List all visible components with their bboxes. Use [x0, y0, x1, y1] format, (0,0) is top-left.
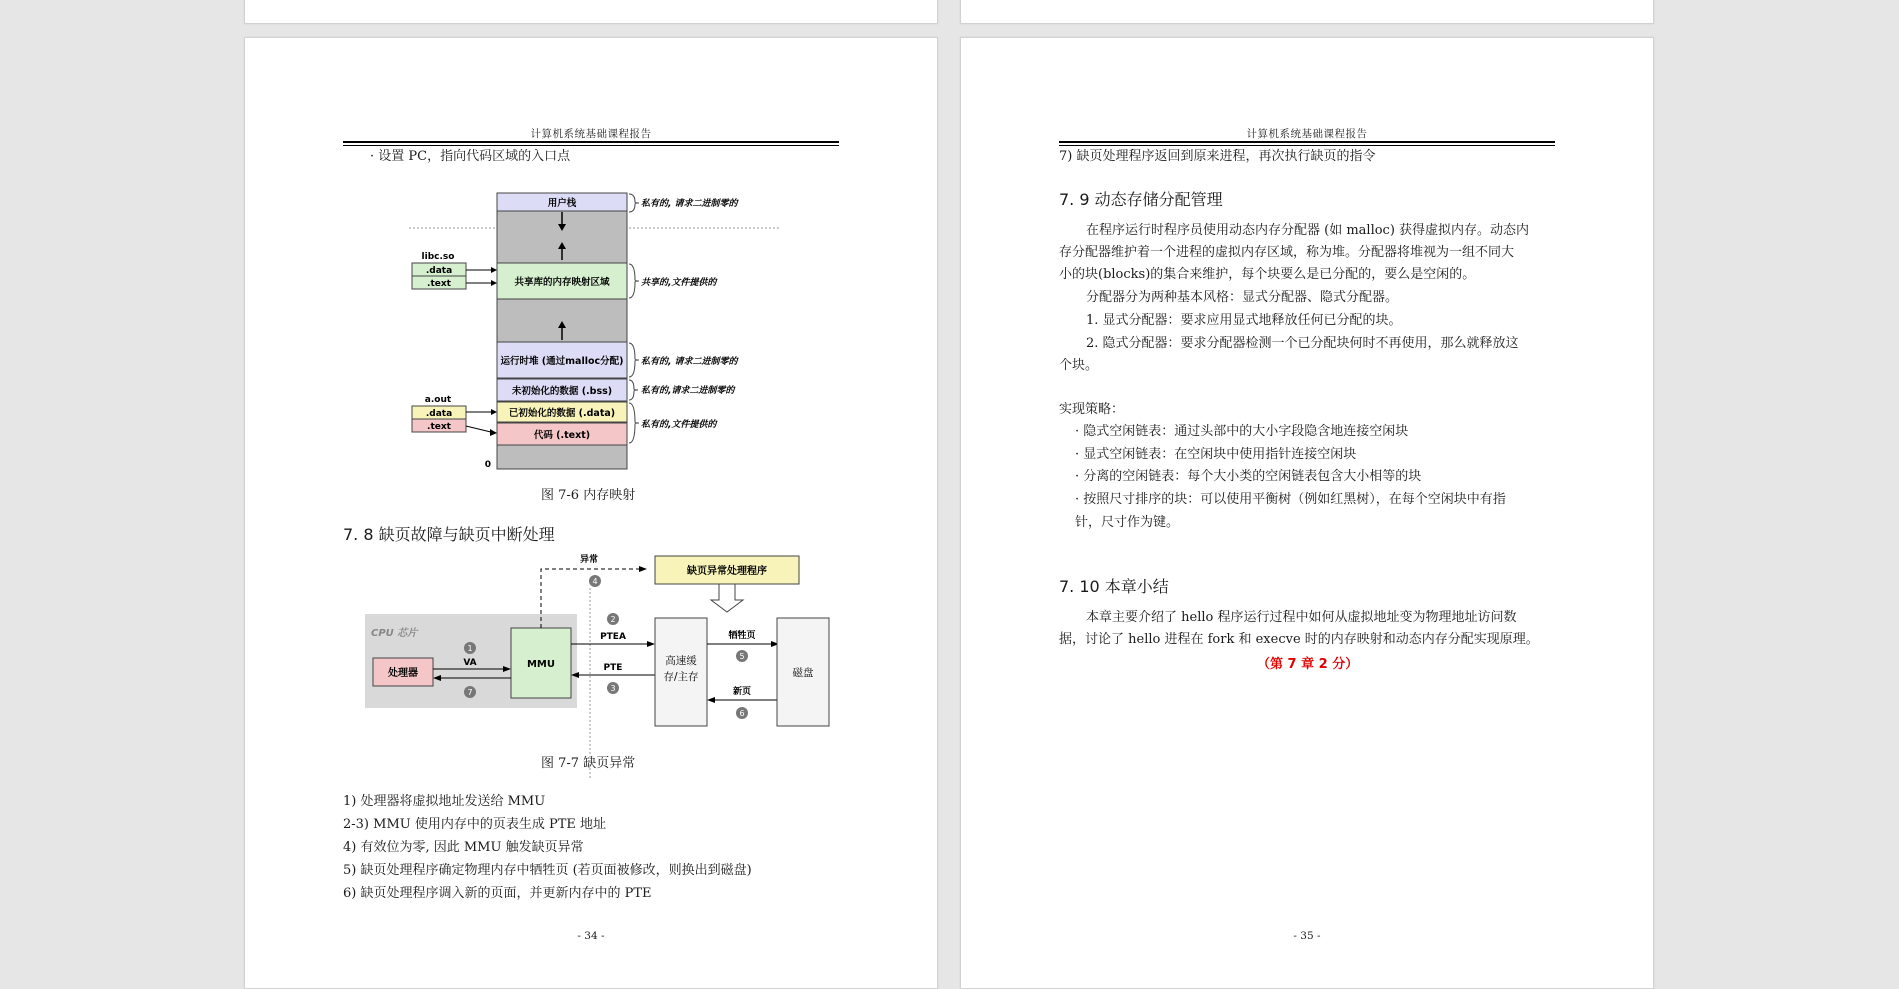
header-rule — [1059, 141, 1555, 146]
chapter-score: （第 7 章 2 分） — [1257, 657, 1359, 672]
para2: 分配器分为两种基本风格：显式分配器、隐式分配器。 — [1086, 290, 1399, 305]
strategy-bullet-4: · 按照尺寸排序的块：可以使用平衡树（例如红黑树），在每个空闲块中有指 — [1075, 492, 1506, 507]
para1-line-1: 在程序运行时程序员使用动态内存分配器 (如 malloc) 获得虚拟内存。动态内 — [1086, 223, 1530, 238]
newpage-label: 新页 — [732, 687, 752, 697]
handler-label: 缺页异常处理程序 — [687, 566, 767, 577]
cache-memory-label-1: 高速缓 — [665, 655, 697, 667]
list-item-1: 1. 显式分配器：要求应用显式地释放任何已分配的块。 — [1086, 313, 1402, 328]
cache-memory-label-2: 存/主存 — [663, 671, 699, 683]
aout-data-label: .data — [425, 409, 453, 419]
step-3-badge: 3 — [610, 684, 616, 693]
libc-data-label: .data — [425, 266, 453, 276]
aout-label: a.out — [424, 395, 452, 405]
handler-arrow — [711, 584, 743, 612]
processor-label: 处理器 — [388, 668, 418, 679]
para1-line-2: 存分配器维护着一个进程的虚拟内存区域，称为堆。分配器将堆视为一组不同大 — [1059, 245, 1515, 260]
note-stack: 私有的, 请求二进制零的 — [641, 199, 738, 209]
section-7-9-heading: 7. 9 动态存储分配管理 — [1059, 190, 1223, 209]
user-stack-label: 用户栈 — [547, 198, 577, 209]
figure-7-6-caption: 图 7-6 内存映射 — [541, 488, 636, 503]
mmu-label: MMU — [526, 659, 556, 670]
previous-page-left — [244, 0, 938, 24]
libc-text-label: .text — [427, 279, 451, 289]
text-label: 代码 (.text) — [533, 430, 591, 441]
step-line-7: 7) 缺页处理程序返回到原来进程，再次执行缺页的指令 — [1059, 149, 1376, 164]
memory-map-figure — [245, 38, 937, 478]
zero-label: 0 — [484, 460, 491, 470]
step-line-5: 6) 缺页处理程序调入新的页面，并更新内存中的 PTE — [343, 886, 652, 901]
strategy-bullet-3: · 分离的空闲链表：每个大小类的空闲链表包含大小相等的块 — [1075, 469, 1422, 484]
strategy-bullet-4-cont: 针，尺寸作为键。 — [1075, 515, 1180, 530]
heap-label: 运行时堆 (通过malloc分配) — [500, 356, 624, 367]
step-2-badge: 2 — [610, 615, 616, 624]
page-number: - 35 - — [1293, 930, 1321, 942]
step-1-badge: 1 — [467, 644, 473, 653]
note-heap: 私有的, 请求二进制零的 — [641, 357, 738, 367]
step-5-badge: 5 — [739, 652, 745, 661]
para1-line-3: 小的块(blocks)的集合来维护，每个块要么是已分配的，要么是空闲的。 — [1059, 267, 1476, 282]
document-page-35 — [960, 37, 1654, 989]
pte-label: PTE — [603, 663, 623, 673]
data-label: 已初始化的数据 (.data) — [508, 408, 616, 419]
step-7-badge: 7 — [467, 688, 473, 697]
page-number: - 34 - — [577, 930, 605, 942]
strategy-label: 实现策略： — [1059, 402, 1125, 417]
aout-text-label: .text — [427, 422, 451, 432]
step-line-4: 5) 缺页处理程序确定物理内存中牺牲页 (若页面被修改，则换出到磁盘) — [343, 863, 752, 878]
list-item-2-cont: 个块。 — [1059, 358, 1099, 373]
page-fault-figure — [245, 548, 937, 778]
disk-label: 磁盘 — [792, 667, 814, 679]
section-7-10-heading: 7. 10 本章小结 — [1059, 577, 1169, 596]
cpu-chip-label: CPU 芯片 — [371, 628, 418, 639]
shared-lib-label: 共享库的内存映射区域 — [514, 277, 610, 288]
exception-label: 异常 — [579, 555, 599, 565]
step-4-badge: 4 — [592, 577, 598, 586]
running-header: 计算机系统基础课程报告 — [1246, 128, 1368, 140]
step-line-1: 1) 处理器将虚拟地址发送给 MMU — [343, 794, 546, 809]
note-bss: 私有的,请求二进制零的 — [641, 386, 735, 396]
victim-label: 牺牲页 — [728, 631, 756, 641]
step-line-2: 2-3) MMU 使用内存中的页表生成 PTE 地址 — [343, 817, 607, 832]
section-7-8-heading: 7. 8 缺页故障与缺页中断处理 — [343, 525, 555, 544]
ptea-label: PTEA — [600, 632, 626, 642]
note-code: 私有的,文件提供的 — [641, 420, 717, 430]
document-page-34 — [244, 37, 938, 989]
summary-line-2: 据，讨论了 hello 进程在 fork 和 execve 时的内存映射和动态内存分配实现原理。 — [1059, 632, 1539, 647]
strategy-bullet-1: · 隐式空闲链表：通过头部中的大小字段隐含地连接空闲块 — [1075, 424, 1409, 439]
bss-label: 未初始化的数据 (.bss) — [511, 386, 613, 397]
libc-label: libc.so — [421, 252, 455, 262]
previous-page-right — [960, 0, 1654, 24]
step-line-3: 4) 有效位为零, 因此 MMU 触发缺页异常 — [343, 840, 584, 855]
strategy-bullet-2: · 显式空闲链表：在空闲块中使用指针连接空闲块 — [1075, 447, 1357, 462]
note-shared: 共享的,文件提供的 — [641, 278, 717, 288]
list-item-2: 2. 隐式分配器：要求分配器检测一个已分配块何时不再使用，那么就释放这 — [1086, 336, 1519, 351]
step-6-badge: 6 — [739, 709, 745, 718]
summary-line-1: 本章主要介绍了 hello 程序运行过程中如何从虚拟地址变为物理地址访问数 — [1086, 610, 1517, 625]
running-header: 计算机系统基础课程报告 — [530, 128, 652, 140]
bullet-set-pc: · 设置 PC，指向代码区域的入口点 — [370, 149, 571, 164]
figure-7-7-caption: 图 7-7 缺页异常 — [541, 756, 636, 771]
va-label: VA — [463, 658, 477, 668]
